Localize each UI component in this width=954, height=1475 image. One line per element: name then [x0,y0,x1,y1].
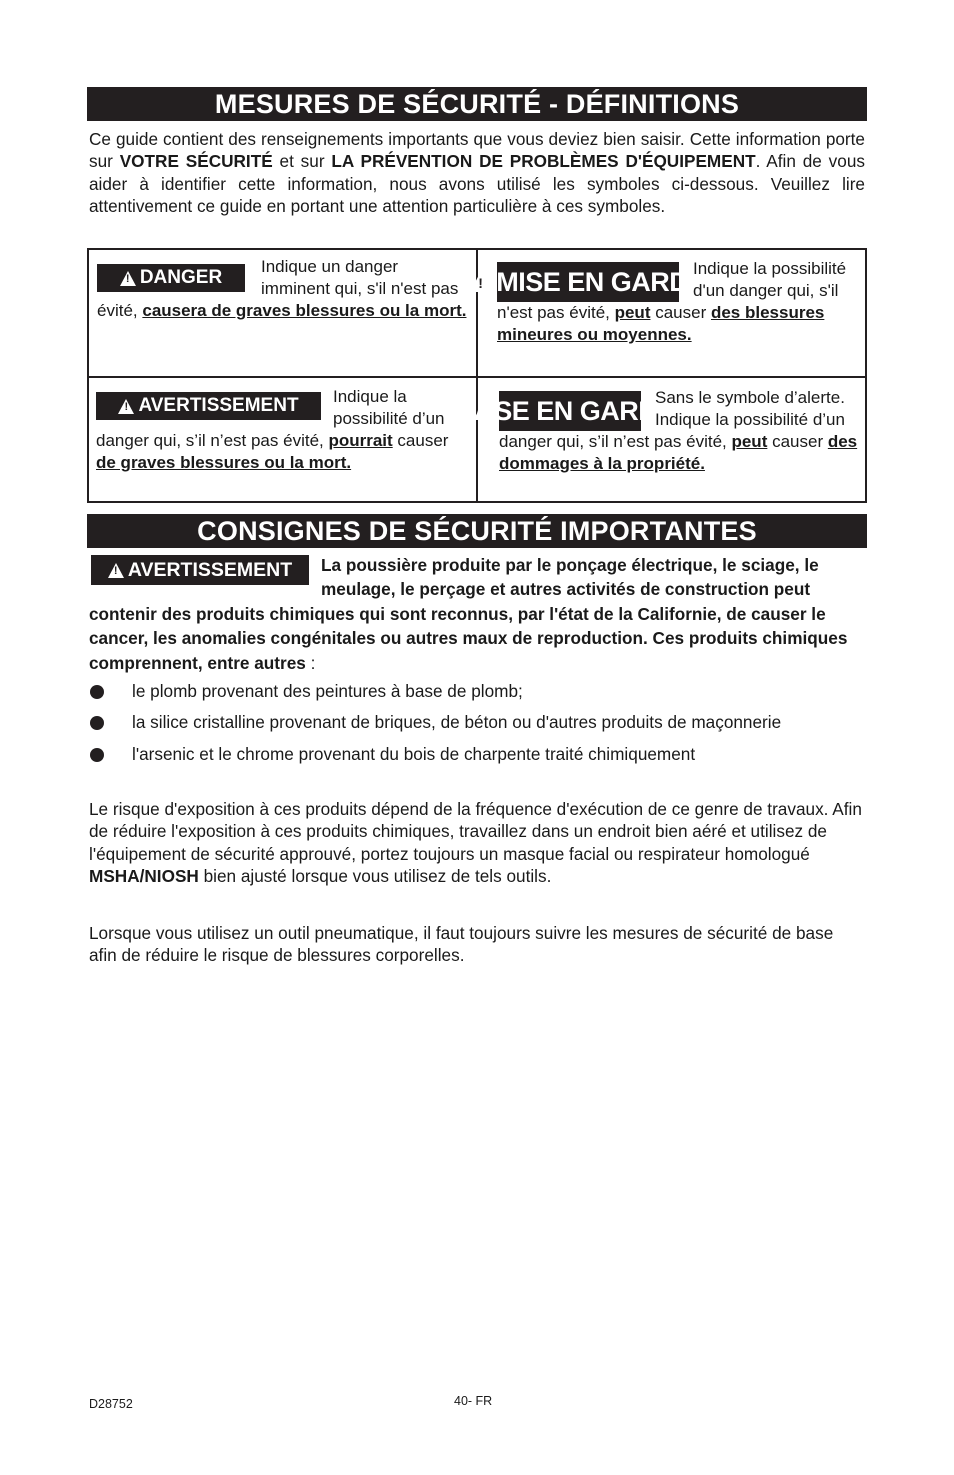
bullet-icon [90,748,104,762]
alert-triangle-icon [120,271,136,286]
danger-label: ! DANGER [97,264,245,292]
page-number: 40- FR [454,1394,493,1408]
section-title-definitions: MESURES DE SÉCURITÉ - DÉFINITIONS [87,87,867,121]
list-item: la silice cristalline provenant de briques, de béton ou d'autres produits de maçonnerie [89,711,865,733]
bullet-icon [90,716,104,730]
section-title-consignes: CONSIGNES DE SÉCURITÉ IMPORTANTES [87,514,867,548]
bullet-icon [90,685,104,699]
caution-label: ! MISE EN GARDE [497,262,679,302]
california-warning: ! AVERTISSEMENT La poussière produite par le ponçage électrique, le sciage, le meulage, le perçage et autres activités de construction peut contenir des produits chimiques qui sont reconnus, par l'état de la Californie, de causer le cancer, les anomalies congénitales ou autres maux de reproduction. Ces produits chimiques comprennent, entre autres : [89,553,865,675]
pneumatic-tool-paragraph: Lorsque vous utilisez un outil pneumatique, il faut toujours suivre les mesures de sécurité de base afin de réduire le risque de blessures corporelles. [89,923,834,966]
alert-triangle-icon [108,563,124,578]
danger-definition: ! DANGER Indique un danger imminent qui, s'il n'est pas évité, causera de graves blessures ou la mort. [97,256,467,322]
list-item: le plomb provenant des peintures à base de plomb; [89,680,865,702]
warning-definition: ! AVERTISSEMENT Indique la possibilité d’un danger qui, s’il n’est pas évité, pourrait causer de graves blessures ou la mort. [96,386,468,474]
list-item: l'arsenic et le chrome provenant du bois de charpente traité chimiquement [89,743,865,765]
caution-symbol-definition: ! MISE EN GARDE Indique la possibilité d'un danger qui, s'il n'est pas évité, peut causer des blessures mineures ou moyennes. [497,258,862,346]
alert-triangle-icon [118,399,134,414]
definitions-table [87,248,867,503]
warning-label: ! AVERTISSEMENT [96,392,321,420]
caution-nosymbol-definition: MISE EN GARDE Sans le symbole d’alerte. Indique la possibilité d’un danger qui, s’il n’est pas évité, peut causer des dommages à la propriété. [465,388,858,473]
intro-paragraph: Ce guide contient des renseignements importants que vous deviez bien saisir. Cette information porte sur VOTRE SÉCURITÉ et sur LA PRÉVENTION DE PROBLÈMES D'ÉQUIPEMENT. Afin de vous aider à identifier cette information, nous avons utilisé les symboles ci-dessous. Veuillez lire attentivement ce guide en portant une attention particulière à ces symboles. [89,129,865,217]
chemicals-list [89,680,865,774]
alert-triangle-icon [470,273,490,292]
warning-label: ! AVERTISSEMENT [91,555,309,585]
document-id: D28752 [89,1397,133,1411]
exposure-risk-paragraph: Le risque d'exposition à ces produits dépend de la fréquence d'exécution de ce genre de travaux. Afin de réduire l'exposition à ces produits chimiques, travaillez dans un endroit bien aéré et utilisez de l'équipement de sécurité approuvé, portez toujours un masque facial ou respirateur homologué MSHA/NIOSH bien ajusté lorsque vous utilisez de tels outils. [89,799,862,887]
caution-label-no-symbol: MISE EN GARDE [499,391,641,431]
